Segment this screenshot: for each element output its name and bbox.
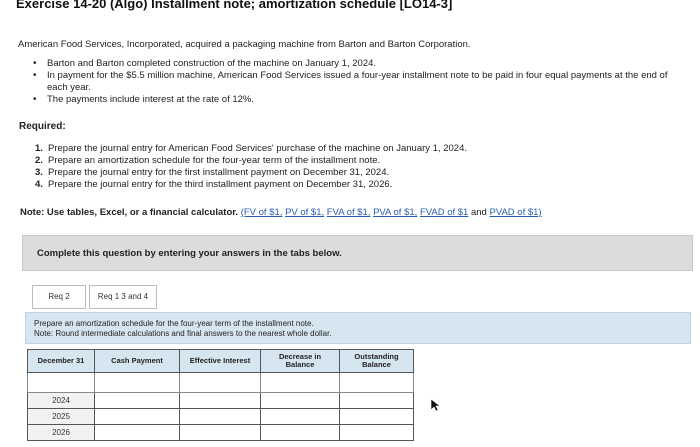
effective-interest-input[interactable]	[180, 425, 260, 440]
outstanding-balance-cell[interactable]	[340, 409, 414, 425]
decrease-balance-input[interactable]	[261, 425, 339, 440]
cash-payment-input[interactable]	[95, 425, 179, 440]
required-item-number: 3.	[35, 167, 43, 178]
required-item-number: 2.	[35, 155, 43, 166]
bullet-list	[33, 58, 673, 106]
decrease-balance-input[interactable]	[261, 393, 339, 408]
outstanding-balance-input[interactable]	[340, 425, 413, 440]
required-heading: Required:	[19, 121, 66, 132]
tab-req-1-3-4[interactable]: Req 1 3 and 4	[89, 285, 157, 309]
cash-payment-input[interactable]	[95, 393, 179, 408]
required-item	[35, 179, 655, 191]
link-fv[interactable]: (FV of $1,	[240, 207, 283, 218]
bullet-item: • The payments include interest at the rate of 12%.	[33, 94, 673, 106]
header-outstanding-balance: Outstanding Balance	[340, 350, 414, 373]
table-row	[28, 393, 414, 409]
intro-text: American Food Services, Incorporated, acquired a packaging machine from Barton and Barton Corporation.	[18, 39, 471, 50]
link-pv[interactable]: PV of $1,	[285, 207, 325, 218]
cash-payment-cell[interactable]	[95, 425, 180, 441]
outstanding-balance-input[interactable]	[340, 409, 413, 424]
required-item-number: 1.	[35, 143, 43, 154]
link-fvad[interactable]: FVAD of $1	[419, 207, 469, 218]
exercise-title: Exercise 14-20 (Algo) Installment note; amortization schedule [LO14-3]	[16, 0, 453, 11]
link-pvad[interactable]: PVAD of $1)	[489, 207, 542, 218]
outstanding-balance-cell[interactable]	[340, 373, 414, 393]
outstanding-balance-input[interactable]	[340, 373, 413, 392]
bullet-item: • In payment for the $5.5 million machine, American Food Services issued a four-year installment note to be paid in four equal payments at the end of each year.	[33, 70, 673, 94]
year-cell: 2024	[28, 393, 95, 409]
note-line	[20, 207, 690, 218]
mouse-cursor-icon	[430, 398, 440, 412]
header-effective-interest: Effective Interest	[180, 350, 261, 373]
note-bold: Note: Use tables, Excel, or a financial calculator.	[20, 207, 239, 218]
decrease-balance-input[interactable]	[261, 409, 339, 424]
effective-interest-cell[interactable]	[180, 393, 261, 409]
cash-payment-cell[interactable]	[95, 393, 180, 409]
required-item	[35, 167, 655, 179]
header-decrease-in-balance: Decrease in Balance	[261, 350, 340, 373]
cash-payment-input[interactable]	[95, 409, 179, 424]
decrease-balance-cell	[261, 373, 340, 393]
outstanding-balance-cell[interactable]	[340, 425, 414, 441]
required-item	[35, 155, 655, 167]
effective-interest-cell[interactable]	[180, 409, 261, 425]
effective-interest-cell[interactable]	[180, 425, 261, 441]
outstanding-balance-input[interactable]	[340, 393, 413, 408]
link-fva[interactable]: FVA of $1,	[326, 207, 371, 218]
required-item-text: Prepare the journal entry for American Food Services' purchase of the machine on January 1, 2024.	[48, 143, 467, 154]
effective-interest-input[interactable]	[180, 409, 260, 424]
effective-interest-input[interactable]	[180, 393, 260, 408]
instructions-box	[25, 312, 691, 344]
year-cell: 2026	[28, 425, 95, 441]
table-row	[28, 409, 414, 425]
note-and: and	[470, 207, 487, 218]
header-cash-payment: Cash Payment	[95, 350, 180, 373]
decrease-balance-cell[interactable]	[261, 409, 340, 425]
required-item	[35, 143, 655, 155]
complete-question-text: Complete this question by entering your answers in the tabs below.	[37, 248, 342, 259]
required-item-text: Prepare the journal entry for the third installment payment on December 31, 2026.	[48, 179, 393, 190]
required-item-text: Prepare an amortization schedule for the four-year term of the installment note.	[48, 155, 381, 166]
year-cell: 2025	[28, 409, 95, 425]
table-row	[28, 373, 414, 393]
required-item-number: 4.	[35, 179, 43, 190]
link-pva[interactable]: PVA of $1,	[373, 207, 418, 218]
complete-question-bar	[22, 235, 693, 271]
table-header-row	[28, 350, 414, 373]
amortization-table	[27, 349, 414, 441]
cash-payment-cell	[95, 373, 180, 393]
required-list	[35, 143, 655, 191]
effective-interest-cell	[180, 373, 261, 393]
decrease-balance-cell[interactable]	[261, 393, 340, 409]
outstanding-balance-cell[interactable]	[340, 393, 414, 409]
decrease-balance-cell[interactable]	[261, 425, 340, 441]
instructions-line-1: Prepare an amortization schedule for the four-year term of the installment note.	[34, 319, 314, 328]
required-item-text: Prepare the journal entry for the first installment payment on December 31, 2024.	[48, 167, 390, 178]
header-december-31: December 31	[28, 350, 95, 373]
cash-payment-cell[interactable]	[95, 409, 180, 425]
instructions-line-2: Note: Round intermediate calculations and final answers to the nearest whole dollar.	[34, 329, 332, 338]
year-cell	[28, 373, 95, 393]
tab-req-2[interactable]: Req 2	[32, 285, 86, 309]
table-row	[28, 425, 414, 441]
bullet-item: • Barton and Barton completed construction of the machine on January 1, 2024.	[33, 58, 673, 70]
